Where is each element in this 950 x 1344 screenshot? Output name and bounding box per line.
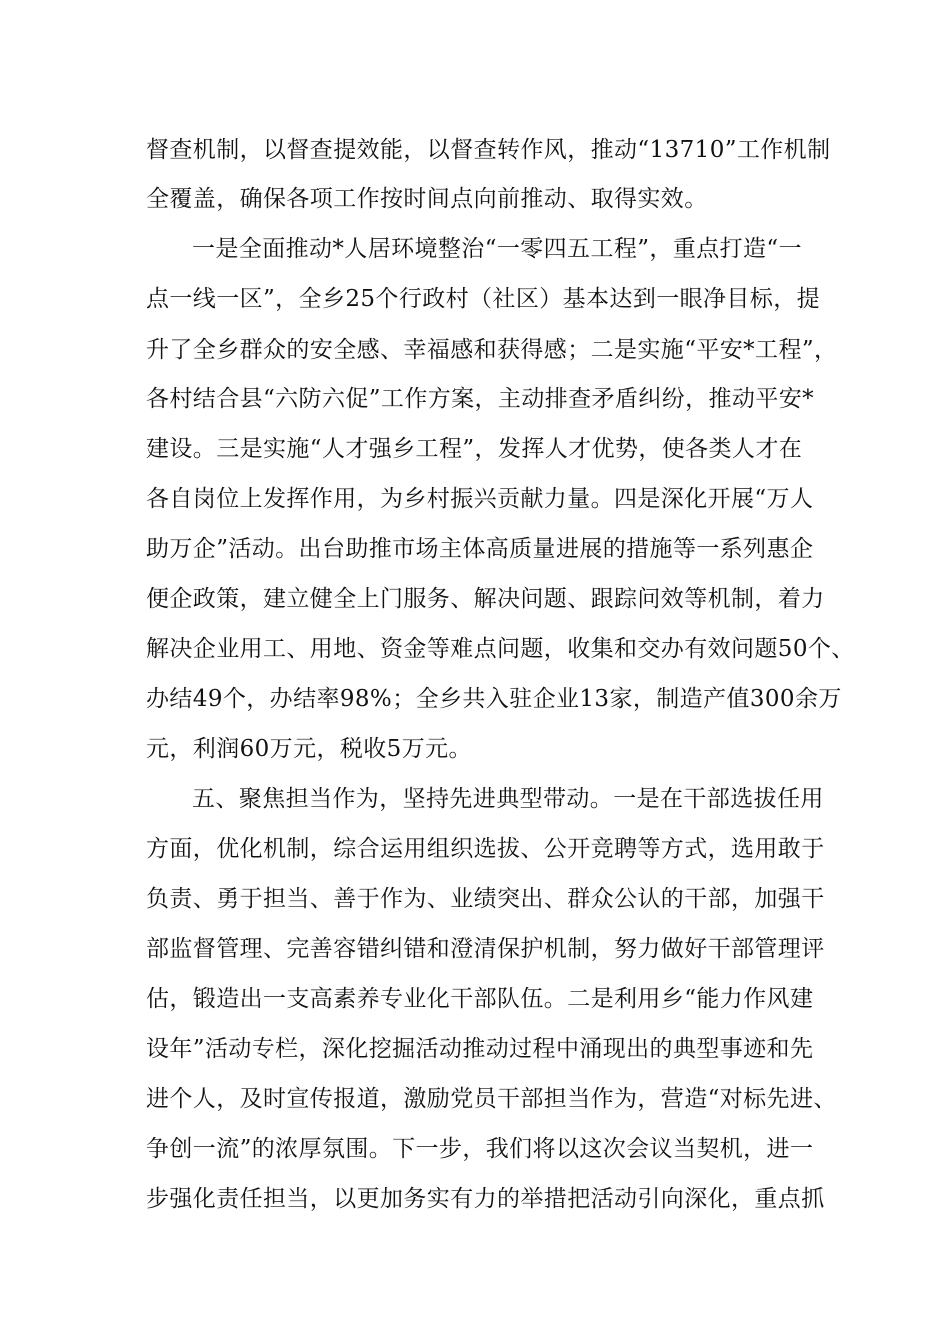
text-line: 便企政策，建立健全上门服务、解决问题、跟踪问效等机制，着力 — [146, 586, 825, 612]
text-line: 建设。三是实施“人才强乡工程”，发挥人才优势，使各类人才在 — [146, 436, 803, 462]
text-line: 解决企业用工、用地、资金等难点问题，收集和交办有效问题50个、 — [146, 636, 855, 662]
text-line: 部监督管理、完善容错纠错和澄清保护机制，努力做好干部管理评 — [146, 936, 825, 962]
paragraph-start-line: 五、聚焦担当作为，坚持先进典型带动。一是在干部选拔任用 — [192, 786, 824, 812]
text-line: 元，利润60万元，税收5万元。 — [146, 736, 472, 762]
paragraph-start-line: 一是全面推动*人居环境整治“一零四五工程”，重点打造“一 — [192, 236, 802, 262]
text-line: 争创一流”的浓厚氛围。下一步，我们将以这次会议当契机，进一 — [146, 1136, 814, 1162]
text-line: 方面，优化机制，综合运用组织选拔、公开竞聘等方式，选用敢于 — [146, 836, 825, 862]
text-line: 升了全乡群众的安全感、幸福感和获得感；二是实施“平安*工程”， — [146, 337, 838, 363]
text-line: 办结49个，办结率98%；全乡共入驻企业13家，制造产值300余万 — [146, 686, 842, 712]
text-line: 各村结合县“六防六促”工作方案，主动排查矛盾纠纷，推动平安* — [146, 386, 815, 412]
text-line: 步强化责任担当，以更加务实有力的举措把活动引向深化，重点抓 — [146, 1186, 825, 1212]
text-line: 估，锻造出一支高素养专业化干部队伍。二是利用乡“能力作风建 — [146, 986, 814, 1012]
text-line: 督查机制，以督查提效能，以督查转作风，推动“13710”工作机制 — [146, 137, 831, 163]
text-line: 各自岗位上发挥作用，为乡村振兴贡献力量。四是深化开展“万人 — [146, 486, 814, 512]
text-line: 点一线一区”，全乡25个行政村（社区）基本达到一眼净目标，提 — [146, 286, 821, 312]
text-line: 设年”活动专栏，深化挖掘活动推动过程中涌现出的典型事迹和先 — [146, 1036, 814, 1062]
text-line: 全覆盖，确保各项工作按时间点向前推动、取得实效。 — [146, 186, 708, 212]
text-line: 负责、勇于担当、善于作为、业绩突出、群众公认的干部，加强干 — [146, 886, 825, 912]
text-line: 助万企”活动。出台助推市场主体高质量进展的措施等一系列惠企 — [146, 536, 814, 562]
text-line: 进个人，及时宣传报道，激励党员干部担当作为，营造“对标先进、 — [146, 1086, 837, 1112]
